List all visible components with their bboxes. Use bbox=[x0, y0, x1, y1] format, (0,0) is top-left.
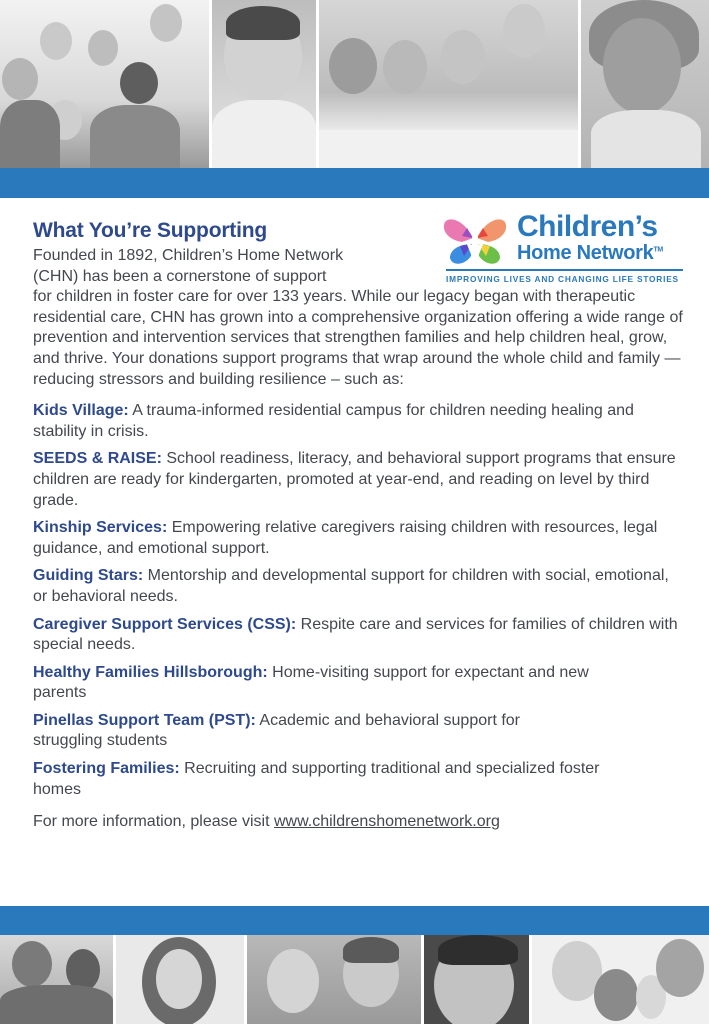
program-name: Kinship Services: bbox=[33, 519, 168, 537]
intro-rest: for children in foster care for over 133 years. While our legacy began with therapeutic residential care, CHN has grown into a comprehensive organization offering a wide range of prevention and intervention services that strengthen families and help children heal, grow, and thrive. Your donations support programs that wrap around the whole child and family — reducing stressors and building resilience – such as: bbox=[33, 288, 683, 388]
program-name: Caregiver Support Services (CSS): bbox=[33, 615, 297, 633]
header-photo-strip bbox=[0, 0, 709, 168]
program-item bbox=[33, 401, 683, 442]
photo-baby bbox=[212, 0, 316, 168]
program-name: Pinellas Support Team (PST): bbox=[33, 711, 256, 729]
logo-name-text: Home Network bbox=[517, 242, 654, 264]
program-name: Kids Village: bbox=[33, 402, 129, 420]
program-description: Home-visiting support for expectant and new parents bbox=[33, 663, 589, 702]
program-item bbox=[33, 663, 633, 704]
program-item bbox=[33, 566, 683, 607]
trademark-mark: TM bbox=[653, 246, 663, 254]
program-item bbox=[33, 759, 633, 800]
photo-girl-and-boy bbox=[247, 935, 421, 1024]
program-name: Fostering Families: bbox=[33, 760, 180, 778]
program-description: Mentorship and developmental support for children with social, emotional, or behavioral needs. bbox=[33, 567, 669, 605]
footer-blue-bar bbox=[0, 906, 709, 935]
website-link[interactable]: www.childrenshomenetwork.org bbox=[273, 813, 500, 831]
section-title: What You’re Supporting bbox=[33, 219, 267, 242]
program-description: A trauma-informed residential campus for children needing healing and stability in crisis. bbox=[33, 402, 634, 440]
intro-line-1: Founded in 1892, Children’s Home Network bbox=[33, 247, 344, 264]
program-item bbox=[33, 615, 683, 656]
program-item bbox=[33, 711, 593, 752]
photo-toddler bbox=[424, 935, 529, 1024]
photo-group-children bbox=[532, 935, 709, 1024]
intro-line-2: (CHN) has been a cornerstone of support bbox=[33, 267, 327, 285]
logo-tagline: IMPROVING LIVES AND CHANGING LIFE STORIES bbox=[446, 274, 679, 284]
program-description: Academic and behavioral support for struggling students bbox=[33, 711, 520, 750]
footer-photo-strip bbox=[0, 935, 709, 1024]
main-content bbox=[33, 216, 683, 832]
photo-group-teens bbox=[0, 0, 209, 168]
program-description: Respite care and services for families of children with special needs. bbox=[33, 615, 678, 654]
photo-four-children bbox=[319, 0, 578, 168]
photo-children-writing bbox=[0, 935, 113, 1024]
program-item bbox=[33, 518, 683, 559]
more-info-text: For more information, please visit bbox=[33, 813, 274, 831]
program-list bbox=[33, 401, 683, 800]
more-info-line bbox=[33, 812, 683, 832]
photo-teen-girl bbox=[116, 935, 244, 1024]
program-name: Healthy Families Hillsborough: bbox=[33, 663, 268, 681]
intro-paragraph bbox=[33, 246, 683, 390]
photo-girl-smiling bbox=[581, 0, 709, 168]
program-item bbox=[33, 449, 683, 511]
header-blue-bar bbox=[0, 168, 709, 198]
program-name: SEEDS & RAISE: bbox=[33, 450, 162, 468]
program-description: Recruiting and supporting traditional and specialized foster homes bbox=[33, 760, 600, 798]
program-description: Empowering relative caregivers raising children with resources, legal guidance, and emotional support. bbox=[33, 519, 658, 557]
program-description: School readiness, literacy, and behavioral support programs that ensure children are ready for kindergarten, promoted at year-end, and reading on level by third grade. bbox=[33, 450, 676, 509]
logo-name-line1: Children’s bbox=[517, 210, 658, 243]
program-name: Guiding Stars: bbox=[33, 567, 144, 585]
